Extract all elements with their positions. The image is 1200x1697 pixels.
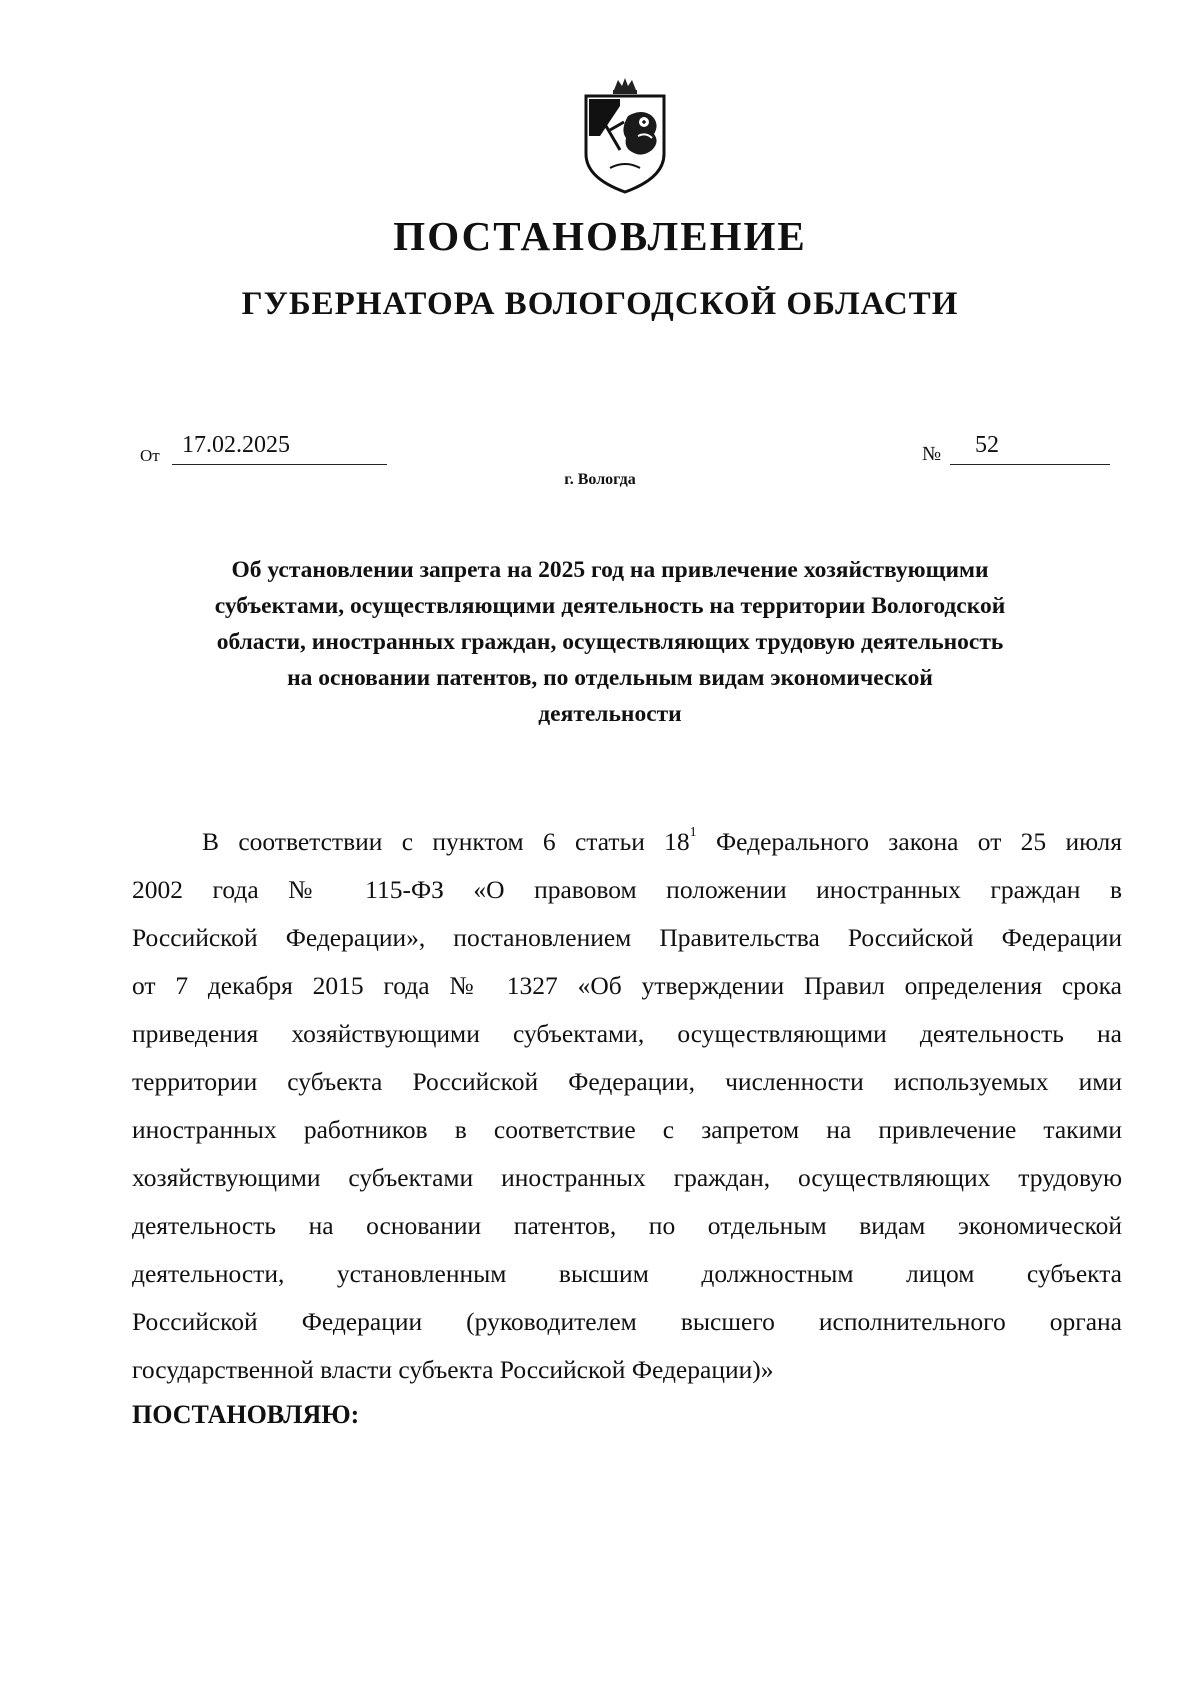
superscript: 1 — [689, 825, 697, 840]
body-line: государственной власти субъекта Российской Федерации)» — [132, 1355, 774, 1384]
subject-line: деятельности — [538, 701, 682, 727]
document-number: 52 — [975, 432, 999, 458]
body-line: от 7 декабря 2015 года № 1327 «Об утверждении Правил определения срока — [132, 971, 1122, 1000]
body-text: В соответствии с пунктом 6 статьи 18 — [202, 827, 690, 856]
subject-line: области, иностранных граждан, осуществляющих трудовую деятельность — [216, 629, 1004, 655]
body-line: деятельность на основании патентов, по отдельным видам экономической — [132, 1211, 1122, 1240]
body-line: приведения хозяйствующими субъектами, осуществляющими деятельность на — [132, 1019, 1122, 1048]
date-label: От — [140, 446, 160, 465]
subject-line: субъектами, осуществляющими деятельность на территории Вологодской — [214, 593, 1006, 619]
number-underline — [950, 464, 1110, 465]
document-subject — [130, 552, 1090, 732]
subject-line: на основании патентов, по отдельным видам экономической — [287, 665, 933, 691]
body-line: Российской Федерации», постановлением Правительства Российской Федерации — [132, 923, 1122, 952]
date-underline — [172, 464, 387, 465]
body-line: деятельности, установленным высшим должностным лицом субъекта — [132, 1259, 1122, 1288]
vologda-coat-of-arms-icon — [580, 76, 670, 194]
document-date: 17.02.2025 — [182, 432, 290, 458]
body-line — [132, 818, 1122, 866]
body-text: Федерального закона от 25 июля — [696, 827, 1122, 856]
body-line: иностранных работников в соответствие с запретом на привлечение такими — [132, 1115, 1122, 1144]
body-line: 2002 года № 115-ФЗ «О правовом положении иностранных граждан в — [132, 875, 1122, 904]
body-line: хозяйствующими субъектами иностранных граждан, осуществляющих трудовую — [132, 1163, 1122, 1192]
number-label: № — [922, 443, 942, 465]
subject-line: Об установлении запрета на 2025 год на привлечение хозяйствующими — [231, 557, 989, 583]
document-issuer: ГУБЕРНАТОРА ВОЛОГОДСКОЙ ОБЛАСТИ — [241, 286, 959, 322]
city-name: г. Вологда — [564, 471, 636, 488]
body-line: территории субъекта Российской Федерации, численности используемых ими — [132, 1067, 1122, 1096]
decree-heading: ПОСТАНОВЛЯЮ: — [132, 1400, 360, 1429]
preamble-text — [132, 818, 1122, 1394]
body-line: Российской Федерации (руководителем высшего исполнительного органа — [132, 1307, 1122, 1336]
document-title: ПОСТАНОВЛЕНИЕ — [393, 213, 807, 259]
